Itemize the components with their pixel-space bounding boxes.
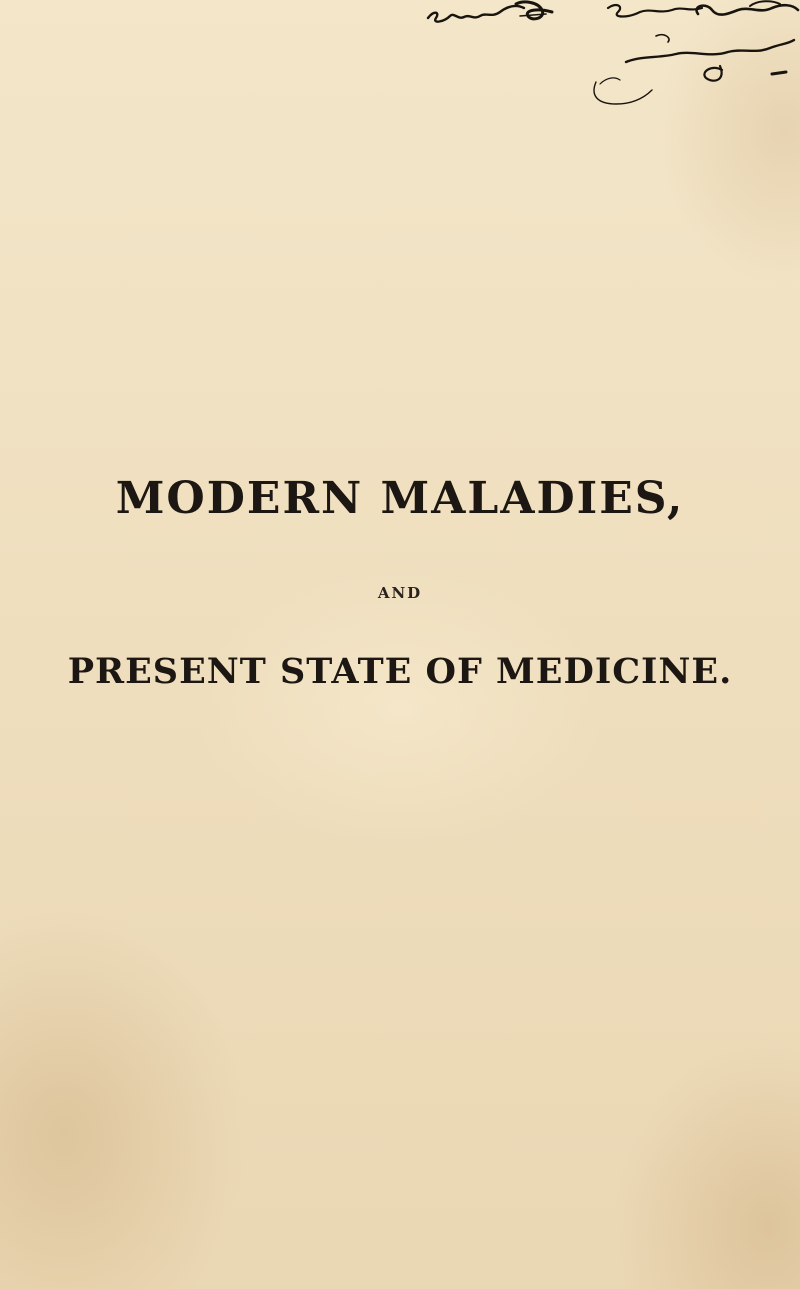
book-subtitle: PRESENT STATE OF MEDICINE. [67, 651, 733, 692]
handwritten-inscription-icon [420, 0, 800, 110]
title-conjunction: AND [377, 584, 423, 602]
book-title: MODERN MALADIES, [115, 473, 685, 524]
